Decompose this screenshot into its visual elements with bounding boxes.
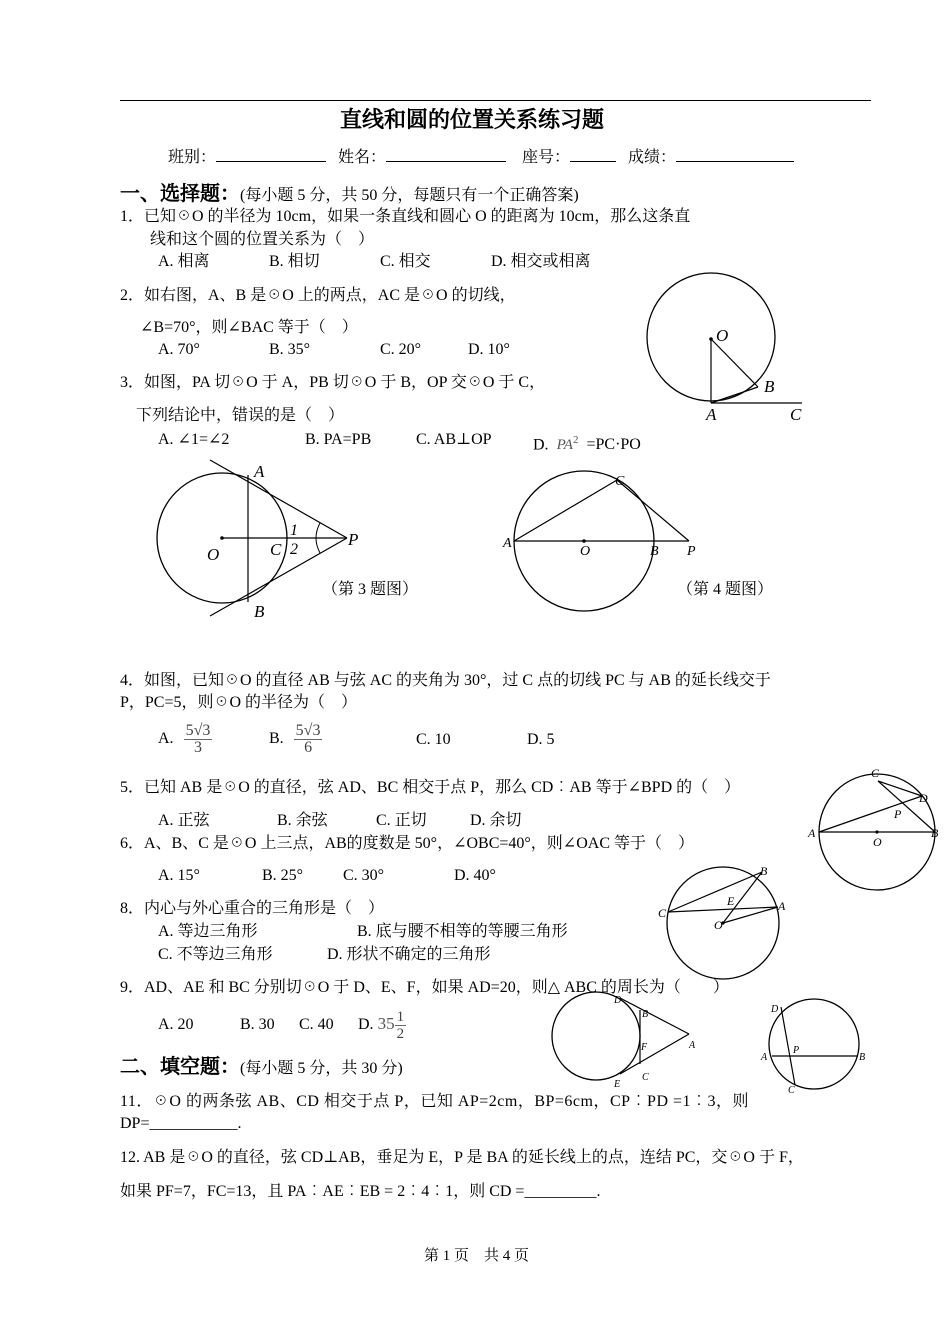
fig9-tangent-ae: [620, 1034, 689, 1074]
q8-option-b: B. 底与腰不相等的等腰三角形: [357, 923, 568, 940]
q9-option-d: [358, 1005, 406, 1044]
class-field[interactable]: [216, 147, 326, 162]
score-field[interactable]: [676, 147, 794, 162]
figure-q2-diagram: [630, 262, 820, 432]
q1-option-a: A. 相离: [158, 253, 210, 270]
q9-option-d-whole: 35: [377, 1014, 395, 1033]
figure-q9-diagram: [548, 992, 708, 1090]
fig5-label-a: A: [808, 826, 816, 840]
section1-header: [120, 180, 579, 209]
q4-option-a-num: 5√3: [185, 721, 211, 739]
fig4-label-a: A: [503, 536, 512, 551]
q3-option-d-exp: 2: [572, 434, 579, 446]
section2-heading: 二、填空题：: [120, 1054, 240, 1078]
q12-text-line2: 如果 PF=7，FC=13，且 PA︰AE︰EB = 2︰4︰1，则 CD =_________.: [120, 1183, 601, 1200]
page-footer: 第 1 页 共 4 页: [424, 1248, 530, 1264]
fig3-label-angle2: 2: [290, 541, 298, 558]
fig4-label-c: C: [615, 474, 625, 489]
q9-option-b: B. 30: [240, 1016, 275, 1033]
fig6-label-c: C: [658, 906, 667, 920]
seat-field[interactable]: [570, 147, 616, 162]
q6-option-a: A. 15°: [158, 867, 200, 884]
q9-text-line1: 9．AD、AE 和 BC 分别切☉O 于 D、E、F，如果 AD=20，则△ ABC 的周长为（ ）: [120, 979, 729, 996]
fig2-label-c: C: [790, 405, 802, 424]
q3-option-b: B. PA=PB: [305, 431, 372, 448]
fig2-radius-ob: [711, 339, 758, 387]
fig9-tangent-ad: [620, 998, 689, 1034]
q4-option-b-num: 5√3: [295, 721, 321, 739]
q2-option-c: C. 20°: [380, 341, 422, 358]
fig5-label-c: C: [871, 766, 880, 780]
q5-option-d: D. 余切: [470, 812, 522, 829]
q2-text-line2: ∠B=70°，则∠BAC 等于（ ）: [140, 319, 358, 336]
fig6-label-a: A: [778, 899, 786, 913]
fig6-chord-cb: [668, 872, 762, 912]
q2-option-b: B. 35°: [269, 341, 311, 358]
figure-q11-diagram: [758, 992, 873, 1096]
q6-text-line1: 6．A、B、C 是☉O 上三点，AB的度数是 50°，∠OBC=40°，则∠OAC 等于（ ）: [120, 835, 694, 852]
q4-option-a-fraction: [184, 723, 213, 756]
score-label: 成绩：: [628, 149, 677, 166]
q4-option-b-den: 6: [304, 738, 313, 756]
q4-option-a-label: A.: [158, 730, 174, 747]
fig9-label-b: B: [642, 1009, 649, 1020]
q5-option-a: A. 正弦: [158, 812, 210, 829]
fig9-label-d: D: [614, 995, 622, 1006]
section2-note: (每小题 5 分，共 30 分): [240, 1060, 403, 1077]
q3-text-line2: 下列结论中，错误的是（ ）: [136, 407, 345, 424]
q4-option-c: C. 10: [416, 731, 451, 748]
q5-option-c: C. 正切: [376, 812, 427, 829]
q1-option-d: D. 相交或相离: [491, 253, 591, 270]
q9-option-d-num: 1: [396, 1008, 405, 1025]
q2-option-a: A. 70°: [158, 341, 200, 358]
q2-text-line1: 2．如右图，A、B 是☉O 上的两点，AC 是☉O 的切线，: [120, 287, 516, 304]
fig9-label-f: F: [641, 1042, 648, 1053]
class-label: 班别：: [168, 149, 217, 166]
q6-option-b: B. 25°: [262, 867, 304, 884]
q3-option-d-pa: PA: [556, 437, 573, 454]
q8-option-a: A. 等边三角形: [158, 923, 258, 940]
fig3-label-c: C: [270, 540, 282, 559]
fig9-label-c: C: [642, 1072, 649, 1083]
q4-text-line2: P，PC=5，则☉O 的半径为（ ）: [120, 694, 358, 711]
fig2-label-a: A: [706, 405, 717, 424]
fig3-label-o: O: [207, 545, 220, 564]
q11-text-line2: DP=___________.: [120, 1115, 242, 1132]
q3-text-line1: 3．如图，PA 切☉O 于 A，PB 切☉O 于 B，OP 交☉O 于 C，: [120, 374, 546, 391]
fig2-chord-ab: [711, 387, 758, 403]
q4-option-d: D. 5: [527, 731, 555, 748]
section1-heading: 一、选择题：: [120, 181, 240, 205]
fig3-label-angle1: 1: [290, 522, 298, 539]
q5-text-line1: 5．已知 AB 是☉O 的直径，弦 AD、BC 相交于点 P，那么 CD︰AB 等于∠BPD 的（ ）: [120, 779, 741, 796]
q3-option-d: [533, 430, 641, 455]
q8-text-line1: 8．内心与外心重合的三角形是（ ）: [120, 900, 385, 917]
q9-option-d-den: 2: [396, 1025, 405, 1042]
fig11-label-a: A: [761, 1052, 768, 1063]
fig2-label-o: O: [716, 326, 729, 345]
q11-text-line1: 11．☉O 的两条弦 AB、CD 相交于点 P，已知 AP=2cm，BP=6cm，CP︰PD =1︰3，则: [120, 1093, 750, 1110]
fig3-caption: （第 3 题图）: [322, 581, 419, 598]
q3-option-c: C. AB⊥OP: [416, 431, 492, 448]
fig6-label-o: O: [714, 918, 723, 932]
q4-option-a-den: 3: [193, 738, 202, 756]
fig2-label-b: B: [764, 377, 775, 396]
fig4-label-b: B: [650, 544, 659, 559]
q4-option-b: [269, 720, 322, 758]
fig5-label-d: D: [919, 791, 928, 805]
fig6-label-e: E: [727, 894, 735, 908]
fig5-chord-ad: [819, 796, 922, 832]
fig9-label-a: A: [689, 1040, 696, 1051]
q9-option-d-fraction: [395, 1009, 407, 1042]
fig6-label-b: B: [760, 864, 768, 878]
q6-option-d: D. 40°: [454, 867, 496, 884]
q8-option-d: D. 形状不确定的三角形: [327, 946, 491, 963]
figure-q5-diagram: [805, 762, 945, 880]
q9-option-d-label: D.: [358, 1016, 374, 1033]
fig3-tangent-pa: [210, 460, 347, 538]
fig4-label-p: P: [687, 544, 696, 559]
fig11-label-b: B: [859, 1052, 866, 1063]
q12-text-line1: 12. AB 是☉O 的直径，弦 CD⊥AB，垂足为 E，P 是 BA 的延长线上的点，连结 PC，交☉O 于 F，: [120, 1149, 804, 1166]
q1-text-line2: 线和这个圆的位置关系为（ ）: [150, 231, 375, 248]
fig5-center-dot: [875, 830, 878, 833]
seat-label: 座号：: [522, 149, 571, 166]
name-label: 姓名：: [338, 149, 387, 166]
fig5-chord-bc: [878, 781, 935, 832]
q3-option-d-suffix: =PC·PO: [586, 436, 641, 454]
fig5-label-o: O: [873, 835, 882, 849]
section1-note: (每小题 5 分，共 50 分，每题只有一个正确答案): [240, 187, 579, 204]
name-field[interactable]: [386, 147, 506, 162]
fig5-label-p: P: [894, 807, 902, 821]
fig11-label-d: D: [771, 1004, 779, 1015]
q5-option-b: B. 余弦: [277, 812, 328, 829]
q1-text-line1: 1．已知☉O 的半径为 10cm，如果一条直线和圆心 O 的距离为 10cm，那么这条直: [120, 208, 691, 225]
q4-option-b-fraction: [294, 723, 323, 756]
section2-header: [120, 1053, 403, 1082]
fig4-center-dot: [582, 539, 586, 543]
q4-option-b-label: B.: [269, 730, 284, 747]
fig3-label-b: B: [254, 602, 265, 621]
fig2-center-dot: [709, 337, 713, 341]
fig3-label-p: P: [348, 530, 359, 549]
q1-option-c: C. 相交: [380, 253, 431, 270]
header-rule: [120, 100, 871, 101]
fig4-label-o: O: [580, 544, 591, 559]
q1-option-b: B. 相切: [269, 253, 320, 270]
fig11-label-p: P: [793, 1045, 800, 1056]
q3-option-a: A. ∠1=∠2: [158, 431, 230, 448]
q8-option-c: C. 不等边三角形: [158, 946, 273, 963]
fig11-label-c: C: [788, 1085, 795, 1096]
page-title: 直线和圆的位置关系练习题: [340, 108, 605, 133]
q4-text-line1: 4．如图，已知☉O 的直径 AB 与弦 AC 的夹角为 30°，过 C 点的切线 PC 与 AB 的延长线交于: [120, 672, 771, 689]
fig9-circle: [552, 992, 640, 1080]
fig3-center-dot: [220, 536, 224, 540]
fig5-label-b: B: [931, 826, 939, 840]
q3-option-d-prefix: D.: [533, 436, 549, 454]
fig4-caption: （第 4 题图）: [677, 581, 774, 598]
q9-option-c: C. 40: [299, 1016, 334, 1033]
figure-q6-diagram: [650, 855, 795, 990]
fig9-label-e: E: [614, 1079, 621, 1090]
fig4-chord-ac: [514, 480, 617, 541]
student-info-line: [168, 147, 794, 168]
q9-option-a: A. 20: [158, 1016, 194, 1033]
fig3-label-a: A: [254, 462, 265, 481]
q4-option-a: [158, 720, 212, 758]
q6-option-c: C. 30°: [343, 867, 385, 884]
q2-option-d: D. 10°: [468, 341, 510, 358]
